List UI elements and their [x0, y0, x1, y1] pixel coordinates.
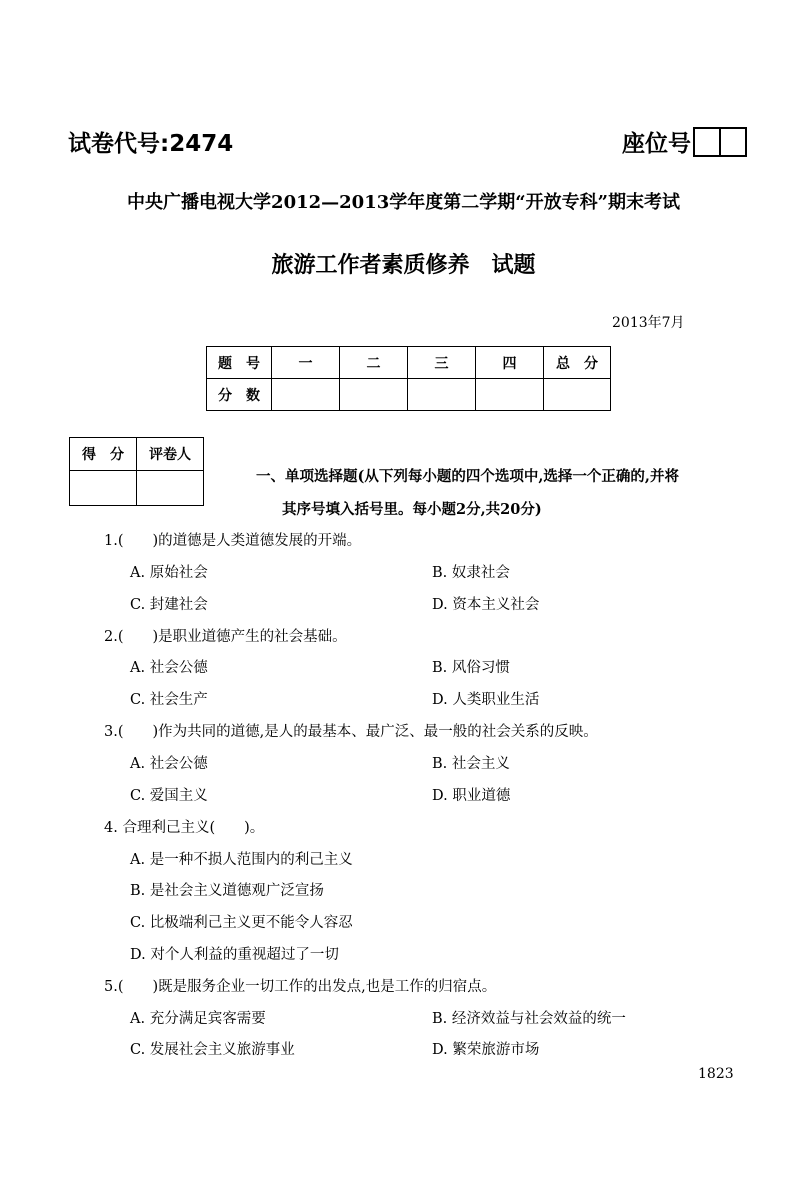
- question-2-option-d: D. 人类职业生活: [432, 692, 540, 708]
- score-table-score-row: [207, 379, 611, 411]
- exam-title: 中央广播电视大学2012—2013学年度第二学期“开放专科”期末考试: [127, 192, 680, 213]
- question-2-stem: 2.( )是职业道德产生的社会基础。: [104, 629, 347, 645]
- question-3-option-b: B. 社会主义: [432, 756, 510, 772]
- grader-table-grader-cell: [137, 471, 204, 506]
- score-table-cell: 题 号: [207, 347, 272, 379]
- question-3-option-c: C. 爱国主义: [130, 788, 208, 804]
- question-3-option-d: D. 职业道德: [432, 788, 511, 804]
- question-4-option-c: C. 比极端利己主义更不能令人容忍: [130, 915, 353, 931]
- score-table-cell: [544, 379, 611, 411]
- question-4-stem: 4. 合理利己主义( )。: [104, 820, 265, 836]
- question-5-option-c: C. 发展社会主义旅游事业: [130, 1042, 295, 1058]
- score-table-cell: 四: [476, 347, 544, 379]
- question-3-option-a: A. 社会公德: [130, 756, 208, 772]
- seat-number-label: 座位号: [622, 131, 691, 157]
- score-table-header-row: [207, 347, 611, 379]
- score-table-cell: 二: [340, 347, 408, 379]
- section-heading: [256, 460, 756, 526]
- subject-title: 旅游工作者素质修养 试题: [271, 253, 536, 278]
- score-table-cell: 分 数: [207, 379, 272, 411]
- section-heading-line1: 一、单项选择题(从下列每小题的四个选项中,选择一个正确的,并将: [256, 468, 679, 485]
- seat-number-boxes: [693, 127, 747, 157]
- page-number: 1823: [698, 1066, 734, 1082]
- paper-code: 试卷代号:2474: [68, 131, 234, 157]
- question-2-option-c: C. 社会生产: [130, 692, 208, 708]
- question-5-option-a: A. 充分满足宾客需要: [130, 1011, 266, 1027]
- grader-table-score-cell: [70, 471, 137, 506]
- question-2-option-b: B. 风俗习惯: [432, 660, 510, 676]
- grader-table-grader-header: 评卷人: [137, 438, 204, 471]
- question-5-stem: 5.( )既是服务企业一切工作的出发点,也是工作的归宿点。: [104, 979, 497, 995]
- question-1-option-c: C. 封建社会: [130, 597, 208, 613]
- score-table-cell: [408, 379, 476, 411]
- question-1-option-d: D. 资本主义社会: [432, 597, 540, 613]
- section-heading-line2: 其序号填入括号里。每小题2分,共20分): [282, 501, 542, 518]
- exam-date: 2013年7月: [612, 315, 685, 331]
- score-table-cell: 一: [272, 347, 340, 379]
- question-4-option-a: A. 是一种不损人范围内的利己主义: [130, 852, 353, 868]
- score-table-cell: 三: [408, 347, 476, 379]
- score-table-cell: [340, 379, 408, 411]
- question-5-option-d: D. 繁荣旅游市场: [432, 1042, 540, 1058]
- question-3-stem: 3.( )作为共同的道德,是人的最基本、最广泛、最一般的社会关系的反映。: [104, 724, 598, 740]
- question-1-option-b: B. 奴隶社会: [432, 565, 510, 581]
- score-table: [206, 346, 611, 411]
- grader-table: [69, 437, 204, 506]
- question-4-option-b: B. 是社会主义道德观广泛宣扬: [130, 883, 324, 899]
- question-4-option-d: D. 对个人利益的重视超过了一切: [130, 947, 339, 963]
- seat-number: [622, 125, 747, 158]
- question-2-option-a: A. 社会公德: [130, 660, 208, 676]
- question-5-option-b: B. 经济效益与社会效益的统一: [432, 1011, 626, 1027]
- score-table-cell: [272, 379, 340, 411]
- score-table-cell: 总 分: [544, 347, 611, 379]
- score-table-cell: [476, 379, 544, 411]
- question-1-stem: 1.( )的道德是人类道德发展的开端。: [104, 533, 362, 549]
- question-1-option-a: A. 原始社会: [130, 565, 208, 581]
- grader-table-score-header: 得 分: [70, 438, 137, 471]
